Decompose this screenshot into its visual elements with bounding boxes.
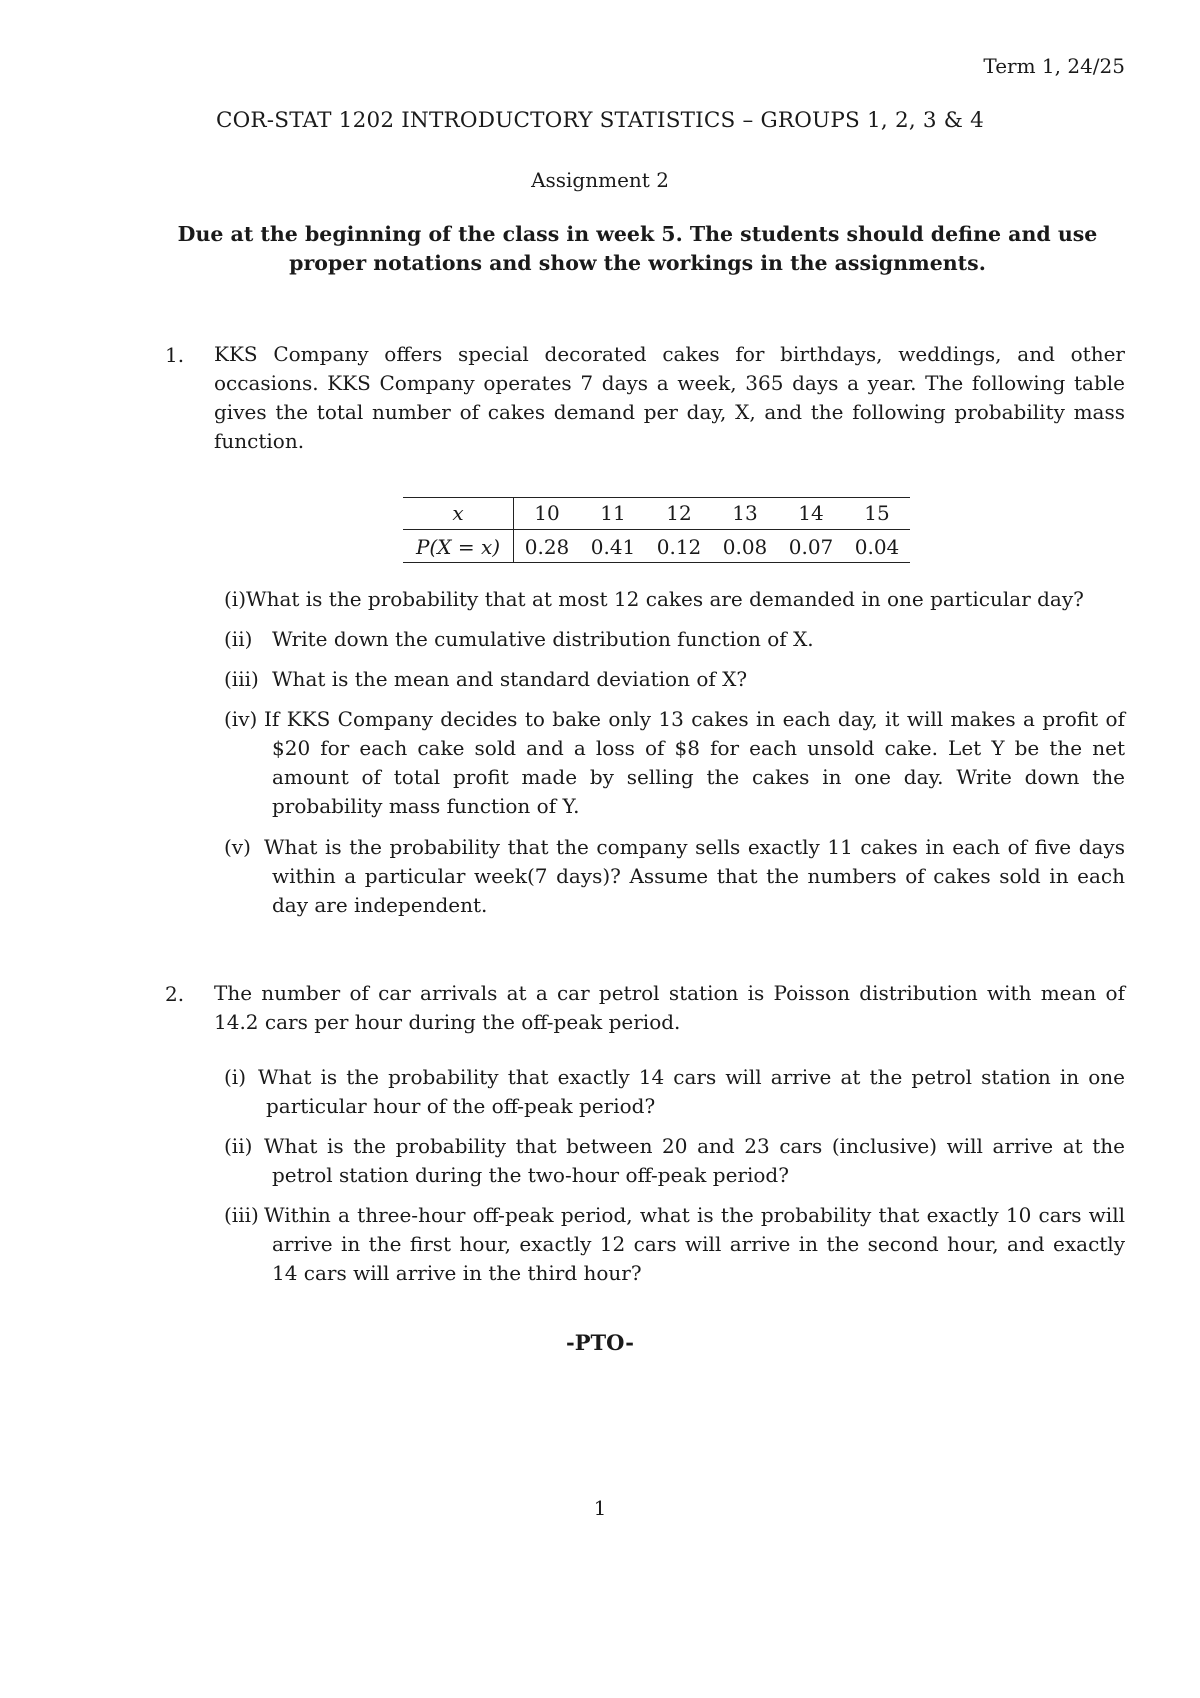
pmf-x-cell: 12 [646,498,712,530]
question-2-part-iii [224,1201,1125,1288]
question-1-part-i [224,585,1125,614]
question-1-part-iv [224,705,1125,821]
pmf-x-cell: 11 [580,498,646,530]
course-title: COR-STAT 1202 INTRODUCTORY STATISTICS – GROUPS 1, 2, 3 & 4 [215,108,985,133]
pmf-table [403,497,910,563]
part-label: (iii) [224,667,259,691]
question-1-part-v [224,833,1125,920]
question-1-part-ii [224,625,1125,654]
part-label: (i) [224,1065,247,1089]
pmf-p-header: P(X = x) [403,530,514,563]
part-text: What is the probability that the company sells exactly 11 cakes in each of five days within a particular week(7 days)? Assume that the numbers of cakes sold in each day are independent. [264,835,1125,917]
due-line-2: proper notations and show the workings in the assignments. [289,251,986,275]
pmf-p-cell: 0.28 [514,530,581,563]
part-label: (ii) [224,1134,253,1158]
pmf-x-cell: 13 [712,498,778,530]
pmf-p-cell: 0.04 [844,530,910,563]
term-label: Term 1, 24/25 [983,54,1125,78]
part-text: What is the mean and standard deviation of X? [272,667,748,691]
part-text: If KKS Company decides to bake only 13 cakes in each day, it will makes a profit of $20 for each cake sold and a loss of $8 for each unsold cake. Let Y be the net amount of total profit made by selling the cakes in one day. Write down the probability mass function of Y. [264,707,1125,818]
question-2-part-ii [224,1132,1125,1190]
part-text: What is the probability that at most 12 cakes are demanded in one particular day? [246,587,1084,611]
pmf-x-header: x [403,498,514,530]
pmf-p-cell: 0.08 [712,530,778,563]
part-label: (iii) [224,1203,259,1227]
part-text: Within a three-hour off-peak period, what is the probability that exactly 10 cars will arrive in the first hour, exactly 12 cars will arrive in the second hour, and exactly 14 cars will arrive in the third hour? [264,1203,1125,1285]
pmf-p-cell: 0.41 [580,530,646,563]
pmf-p-cell: 0.12 [646,530,712,563]
pmf-x-cell: 15 [844,498,910,530]
part-text: Write down the cumulative distribution function of X. [272,627,814,651]
part-text: What is the probability that between 20 and 23 cars (inclusive) will arrive at the petrol station during the two-hour off-peak period? [264,1134,1125,1187]
due-notice [150,220,1125,278]
question-1-intro: KKS Company offers special decorated cakes for birthdays, weddings, and other occasions. KKS Company operates 7 days a week, 365 days a year. The following table gives the total number of cakes demand per day, X, and the following probability mass function. [214,342,1125,453]
page-number: 1 [593,1496,607,1520]
due-line-1: Due at the beginning of the class in week 5. The students should define and use [177,222,1098,246]
part-label: (i) [224,587,247,611]
part-label: (v) [224,835,251,859]
pmf-x-cell: 14 [778,498,844,530]
pmf-p-cell: 0.07 [778,530,844,563]
pto-marker: -PTO- [566,1330,634,1355]
pmf-x-row [403,498,910,530]
part-text: What is the probability that exactly 14 cars will arrive at the petrol station in one particular hour of the off-peak period? [258,1065,1125,1118]
question-2-number: 2. [165,982,185,1006]
pmf-p-row [403,530,910,563]
pmf-x-cell: 10 [514,498,581,530]
question-2-intro: The number of car arrivals at a car petrol station is Poisson distribution with mean of 14.2 cars per hour during the off-peak period. [214,981,1125,1034]
question-2-part-i [224,1063,1125,1121]
assignment-title: Assignment 2 [531,168,669,192]
question-1-number: 1. [165,343,185,367]
part-label: (ii) [224,627,253,651]
part-label: (iv) [224,707,258,731]
question-1-part-iii [224,665,1125,694]
